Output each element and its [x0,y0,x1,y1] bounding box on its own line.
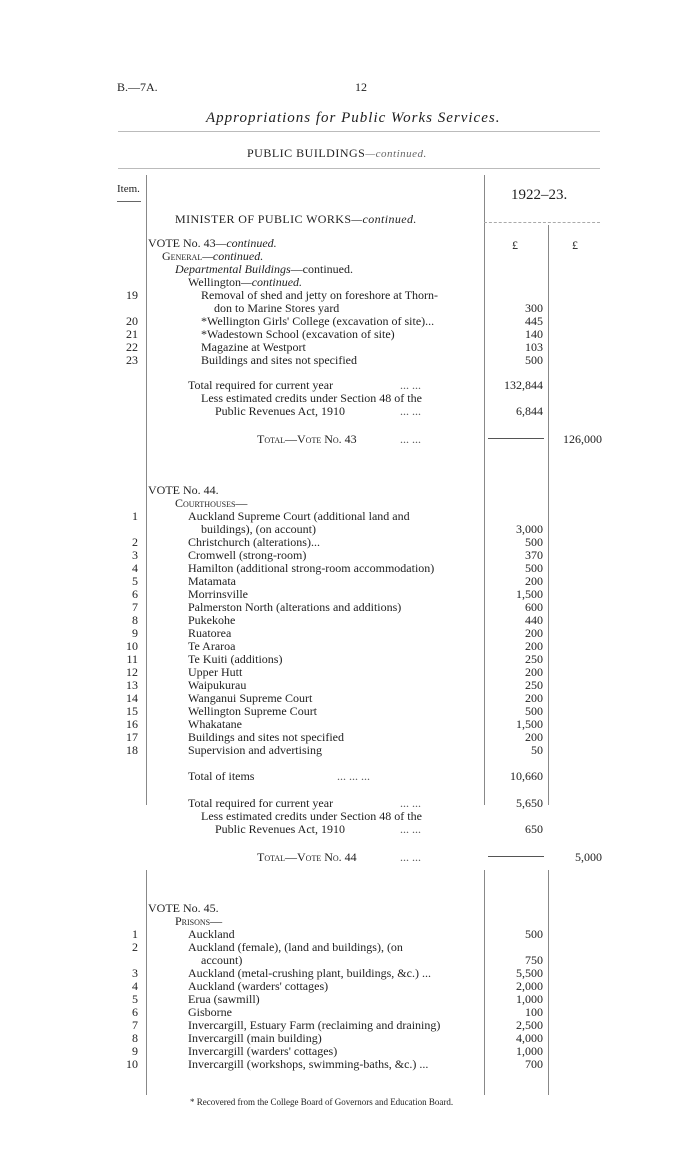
vote43-total-current-amount: 132,844 [504,378,543,392]
item-description: Removal of shed and jetty on foreshore at Thorn- [201,288,439,302]
item-number: 6 [132,1005,138,1019]
item-amount: 445 [525,314,543,328]
item-description: *Wadestown School (excavation of site) [201,327,395,341]
item-amount: 1,000 [516,992,543,1006]
vote43-less-act: Public Revenues Act, 1910 [215,404,345,418]
item-description: Magazine at Westport [201,340,306,354]
vote44-total-items: Total of items [188,769,255,783]
item-number: 17 [126,730,138,744]
item-description: Buildings and sites not specified [201,353,357,367]
item-number: 10 [126,639,138,653]
item-amount: 200 [525,730,543,744]
item-amount: 50 [531,743,543,757]
amount-left-rule-lower [484,870,485,1095]
vote44-total-current-amount: 5,650 [516,796,543,810]
item-amount: 200 [525,574,543,588]
item-number: 10 [126,1057,138,1071]
title-rule [118,131,600,132]
vote43-total-vote-dots: ... ... [400,432,421,446]
item-column-rule [146,175,147,805]
item-amount: 4,000 [516,1031,543,1045]
vote43-departmental-label: Departmental Buildings [175,262,291,276]
item-description: Invercargill, Estuary Farm (reclaiming and draining) [188,1018,441,1032]
item-number: 2 [132,940,138,954]
vote44-total-current: Total required for current year [188,796,334,810]
item-amount: 103 [525,340,543,354]
item-number: 11 [126,652,138,666]
vote44-less-credits: Less estimated credits under Section 48 of the [201,809,422,823]
vote43-total-current: Total required for current year [188,378,334,392]
ministry-heading [175,212,417,227]
item-amount: 700 [525,1057,543,1071]
item-number: 16 [126,717,138,731]
item-number: 13 [126,678,138,692]
item-amount: 2,500 [516,1018,543,1032]
item-description: Palmerston North (alterations and additions) [188,600,402,614]
item-description: *Wellington Girls' College (excavation of site)... [201,314,435,328]
year-heading: 1922–23. [511,187,568,203]
vote44-total-vote-dots: ... ... [400,850,421,864]
item-number: 21 [126,327,138,341]
vote43-heading-label: VOTE No. 43 [148,236,216,250]
item-description: Upper Hutt [188,665,243,679]
currency-left: £ [512,238,518,252]
item-amount: 600 [525,600,543,614]
item-label-rule [117,201,141,202]
item-amount: 1,500 [516,717,543,731]
section-heading [247,146,427,161]
item-number: 6 [132,587,138,601]
item-amount: 200 [525,626,543,640]
item-description-continued: account) [201,953,243,967]
vote43-total-vote-amount: 126,000 [563,432,602,446]
item-number: 4 [132,561,138,575]
item-description: Auckland (metal-crushing plant, buildings, &c.) ... [188,966,431,980]
vote44-heading: VOTE No. 44. [148,483,219,497]
item-description: Invercargill (main building) [188,1031,322,1045]
vote43-general-label: General [162,249,203,263]
item-description: Erua (sawmill) [188,992,260,1006]
vote43-general [162,250,263,262]
item-number: 2 [132,535,138,549]
item-description: Pukekohe [188,613,236,627]
item-description: Te Kuiti (additions) [188,652,283,666]
item-number: 14 [126,691,138,705]
item-amount: 500 [525,353,543,367]
item-amount: 750 [525,953,543,967]
vote44-total-vote: Total—Vote No. 44 [257,850,357,864]
item-number: 1 [132,509,138,523]
item-number: 3 [132,548,138,562]
item-number: 7 [132,1018,138,1032]
vote43-total-rule [488,438,544,439]
item-number: 20 [126,314,138,328]
item-amount: 500 [525,535,543,549]
item-amount: 5,500 [516,966,543,980]
item-amount: 300 [525,301,543,315]
item-number: 5 [132,992,138,1006]
item-description: Buildings and sites not specified [188,730,344,744]
item-number: 8 [132,1031,138,1045]
vote44-total-current-dots: ... ... [400,796,421,810]
item-description: Supervision and advertising [188,743,322,757]
amount-left-rule [484,175,485,805]
vote43-wellington-label: Wellington [188,275,242,289]
page-number: 12 [355,80,367,94]
item-description: Auckland Supreme Court (additional land and [188,509,410,523]
item-number: 12 [126,665,138,679]
amount-middle-rule-lower [548,870,549,1095]
ministry-continued: —continued. [351,212,417,226]
item-amount: 1,500 [516,587,543,601]
vote43-heading-continued: —continued. [215,236,277,250]
item-amount: 200 [525,639,543,653]
item-description: Auckland [188,927,235,941]
item-amount: 500 [525,704,543,718]
vote43-less-amount: 6,844 [516,404,543,418]
item-amount: 200 [525,691,543,705]
section-continued: —continued. [365,148,427,160]
vote45-subheading: Prisons— [175,914,223,928]
vote43-total-current-dots: ... ... [400,378,421,392]
item-description: Waipukurau [188,678,247,692]
vote44-subheading: Courthouses— [175,496,248,510]
vote44-less-amount: 650 [525,822,543,836]
item-amount: 500 [525,927,543,941]
item-description: Te Araroa [188,639,236,653]
item-number: 19 [126,288,138,302]
item-column-rule-lower [146,870,147,1095]
item-number: 7 [132,600,138,614]
item-description: Whakatane [188,717,242,731]
item-description: Ruatorea [188,626,232,640]
item-description: Invercargill (workshops, swimming-baths, &c.) ... [188,1057,429,1071]
item-column-label: Item. [117,183,140,195]
vote43-departmental [175,263,353,275]
footnote: * Recovered from the College Board of Governors and Education Board. [190,1097,454,1107]
vote43-wellington [188,276,302,288]
item-amount: 3,000 [516,522,543,536]
item-description-continued: don to Marine Stores yard [214,301,340,315]
item-amount: 200 [525,665,543,679]
item-number: 4 [132,979,138,993]
header-rule [118,168,600,169]
item-number: 3 [132,966,138,980]
item-description: Hamilton (additional strong-room accommodation) [188,561,435,575]
item-number: 18 [126,743,138,757]
ministry-name: MINISTER OF PUBLIC WORKS [175,212,352,226]
item-description: Auckland (warders' cottages) [188,979,329,993]
item-amount: 500 [525,561,543,575]
item-description: Wanganui Supreme Court [188,691,313,705]
vote44-total-items-dots: ... ... ... [337,769,370,783]
item-amount: 370 [525,548,543,562]
item-description: Cromwell (strong-room) [188,548,307,562]
item-amount: 440 [525,613,543,627]
item-number: 8 [132,613,138,627]
item-description: Wellington Supreme Court [188,704,318,718]
vote43-general-continued: —continued. [202,249,264,263]
item-amount: 100 [525,1005,543,1019]
report-reference: B.—7A. [117,80,158,94]
item-number: 22 [126,340,138,354]
item-number: 9 [132,626,138,640]
item-amount: 250 [525,652,543,666]
section-name: PUBLIC BUILDINGS [247,146,366,160]
item-description: Gisborne [188,1005,232,1019]
item-amount: 140 [525,327,543,341]
vote43-departmental-continued: —continued. [290,262,353,276]
year-rule [484,222,600,223]
item-description: Matamata [188,574,236,588]
vote44-less-dots: ... ... [400,822,421,836]
item-amount: 250 [525,678,543,692]
amount-middle-rule [548,225,549,805]
item-number: 15 [126,704,138,718]
item-description-continued: buildings), (on account) [201,522,316,536]
currency-right: £ [572,238,578,252]
vote44-total-rule [488,856,544,857]
vote43-less-dots: ... ... [400,404,421,418]
vote44-total-items-amount: 10,660 [510,769,543,783]
vote43-total-vote: Total—Vote No. 43 [257,432,357,446]
item-description: Christchurch (alterations)... [188,535,320,549]
vote44-total-vote-amount: 5,000 [575,850,602,864]
vote43-less-credits: Less estimated credits under Section 48 of the [201,391,422,405]
item-description: Auckland (female), (land and buildings), (on [188,940,403,954]
item-number: 5 [132,574,138,588]
item-number: 23 [126,353,138,367]
vote43-wellington-continued: —continued. [241,275,303,289]
vote44-less-act: Public Revenues Act, 1910 [215,822,345,836]
item-amount: 2,000 [516,979,543,993]
item-number: 9 [132,1044,138,1058]
item-number: 1 [132,927,138,941]
item-amount: 1,000 [516,1044,543,1058]
item-description: Morrinsville [188,587,248,601]
vote43-heading [148,237,277,249]
vote45-heading: VOTE No. 45. [148,901,219,915]
item-description: Invercargill (warders' cottages) [188,1044,338,1058]
page-title: Appropriations for Public Works Services. [206,110,501,126]
